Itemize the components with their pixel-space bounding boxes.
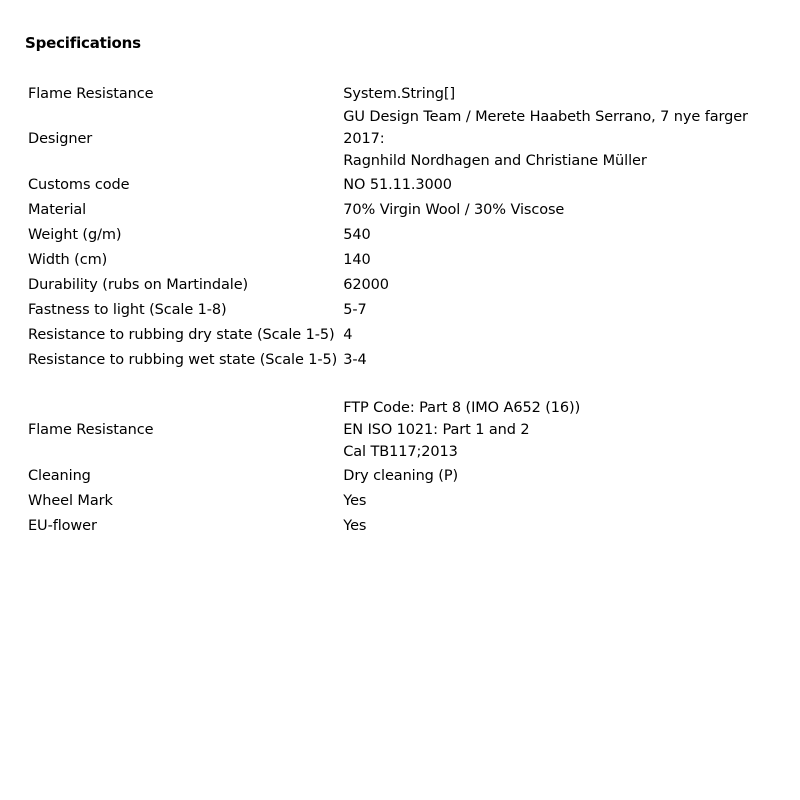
spec-value: [340, 297, 796, 322]
spec-row: [25, 463, 796, 488]
spec-value-line: EN ISO 1021: Part 1 and 2: [343, 422, 530, 438]
spec-row: [25, 347, 796, 372]
spec-row: [25, 172, 796, 197]
spec-row: [25, 272, 796, 297]
spec-label: Durability (rubs on Martindale): [28, 276, 249, 293]
spec-label: Material: [28, 201, 87, 218]
spec-value: [340, 513, 796, 538]
spec-value: [340, 397, 796, 463]
spec-value-line: Yes: [343, 492, 367, 509]
spec-value-line: FTP Code: Part 8 (IMO A652 (16)): [343, 400, 581, 416]
section-spacer-cell: [25, 372, 796, 397]
spec-label: EU-flower: [28, 517, 97, 534]
spec-value-line: Cal TB117;2013: [343, 444, 458, 460]
spec-value: [340, 106, 796, 172]
spec-value-line: 3-4: [343, 351, 367, 368]
spec-label: Customs code: [28, 176, 130, 193]
spec-row: [25, 106, 796, 172]
spec-value: [340, 272, 796, 297]
spec-value-line: GU Design Team / Merete Haabeth Serrano, 7 nye farger 2017:: [343, 109, 748, 147]
spec-label: Weight (g/m): [28, 226, 122, 243]
spec-row: [25, 222, 796, 247]
spec-row: [25, 297, 796, 322]
spec-row: [25, 397, 796, 463]
spec-row: [25, 247, 796, 272]
spec-value: [340, 81, 796, 106]
specifications-table: [25, 81, 796, 538]
spec-label: Cleaning: [28, 467, 91, 484]
spec-label: Width (cm): [28, 251, 108, 268]
spec-row: [25, 488, 796, 513]
spec-value-line: System.String[]: [343, 85, 456, 102]
spec-value: [340, 197, 796, 222]
section-spacer: [25, 372, 796, 397]
spec-label: Flame Resistance: [28, 422, 154, 438]
spec-label: Wheel Mark: [28, 492, 113, 509]
spec-row: [25, 513, 796, 538]
page-title: Specifications: [25, 34, 141, 52]
spec-value-line: 540: [343, 226, 371, 243]
spec-value: [340, 322, 796, 347]
spec-value-line: NO 51.11.3000: [343, 176, 452, 193]
spec-value-line: 4: [343, 326, 353, 343]
spec-label: Resistance to rubbing wet state (Scale 1-5): [28, 351, 338, 368]
spec-value-line: 5-7: [343, 301, 367, 318]
spec-value: [340, 172, 796, 197]
specifications-table-body: [25, 81, 796, 538]
spec-label: Resistance to rubbing dry state (Scale 1-5): [28, 326, 335, 343]
spec-value: [340, 347, 796, 372]
spec-row: [25, 81, 796, 106]
spec-value-line: Dry cleaning (P): [343, 467, 459, 484]
spec-row: [25, 322, 796, 347]
spec-value: [340, 247, 796, 272]
spec-value-line: 140: [343, 251, 371, 268]
spec-value: [340, 463, 796, 488]
spec-label: Fastness to light (Scale 1-8): [28, 301, 227, 318]
spec-value-line: 62000: [343, 276, 389, 293]
spec-value-line: 70% Virgin Wool / 30% Viscose: [343, 201, 565, 218]
spec-value-line: Yes: [343, 517, 367, 534]
spec-value-line: Ragnhild Nordhagen and Christiane Müller: [343, 153, 647, 169]
spec-row: [25, 197, 796, 222]
spec-label: Designer: [28, 131, 93, 147]
spec-value: [340, 488, 796, 513]
spec-label: Flame Resistance: [28, 85, 154, 102]
spec-value: [340, 222, 796, 247]
